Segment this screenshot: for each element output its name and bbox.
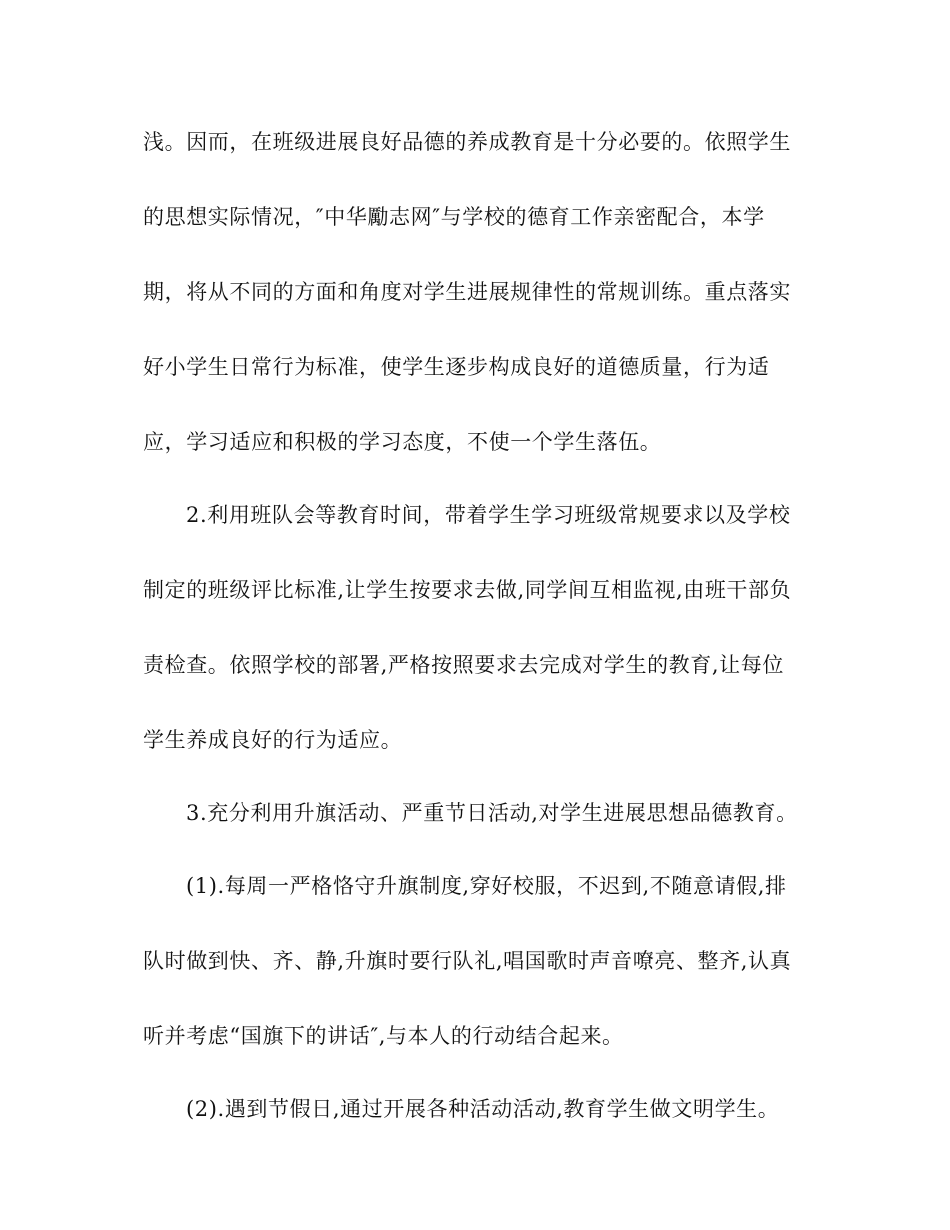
paragraph-5-line-1: (2).遇到节假日,通过开展各种活动活动,教育学生做文明学生。 (186, 1097, 780, 1121)
paragraph-1-line-4: 好小学生日常行为标准，使学生逐步构成良好的道德质量，行为适 (143, 355, 770, 379)
paragraph-3-line-1: 3.充分利用升旗活动、严重节日活动,对学生进展思想品德教育。 (186, 801, 798, 825)
paragraph-1-line-5: 应，学习适应和积极的学习态度，不使一个学生落伍。 (143, 430, 662, 454)
paragraph-2-line-2: 制定的班级评比标准,让学生按要求去做,同学间互相监视,由班干部负 (143, 578, 792, 602)
paragraph-4-line-2: 队时做到快、齐、静,升旗时要行队礼,唱国歌时声音嘹亮、整齐,认真 (143, 949, 792, 973)
paragraph-2-line-1: 2.利用班队会等教育时间，带着学生学习班级常规要求以及学校 (186, 503, 791, 527)
paragraph-4-line-3: 听并考虑“国旗下的讲话″,与本人的行动结合起来。 (143, 1024, 624, 1048)
paragraph-2-line-4: 学生养成良好的行为适应。 (143, 728, 403, 752)
paragraph-1-line-1: 浅。因而，在班级进展良好品德的养成教育是十分必要的。依照学生 (143, 130, 791, 154)
paragraph-2-line-3: 责检查。依照学校的部署,严格按照要求去完成对学生的教育,让每位 (143, 653, 784, 677)
paragraph-1-line-3: 期，将从不同的方面和角度对学生进展规律性的常规训练。重点落实 (143, 280, 791, 304)
paragraph-1-line-2: 的思想实际情况，″中华勵志网″与学校的德育工作亲密配合，本学 (143, 205, 765, 229)
paragraph-4-line-1: (1).每周一严格恪守升旗制度,穿好校服，不迟到,不随意请假,排 (186, 874, 787, 898)
